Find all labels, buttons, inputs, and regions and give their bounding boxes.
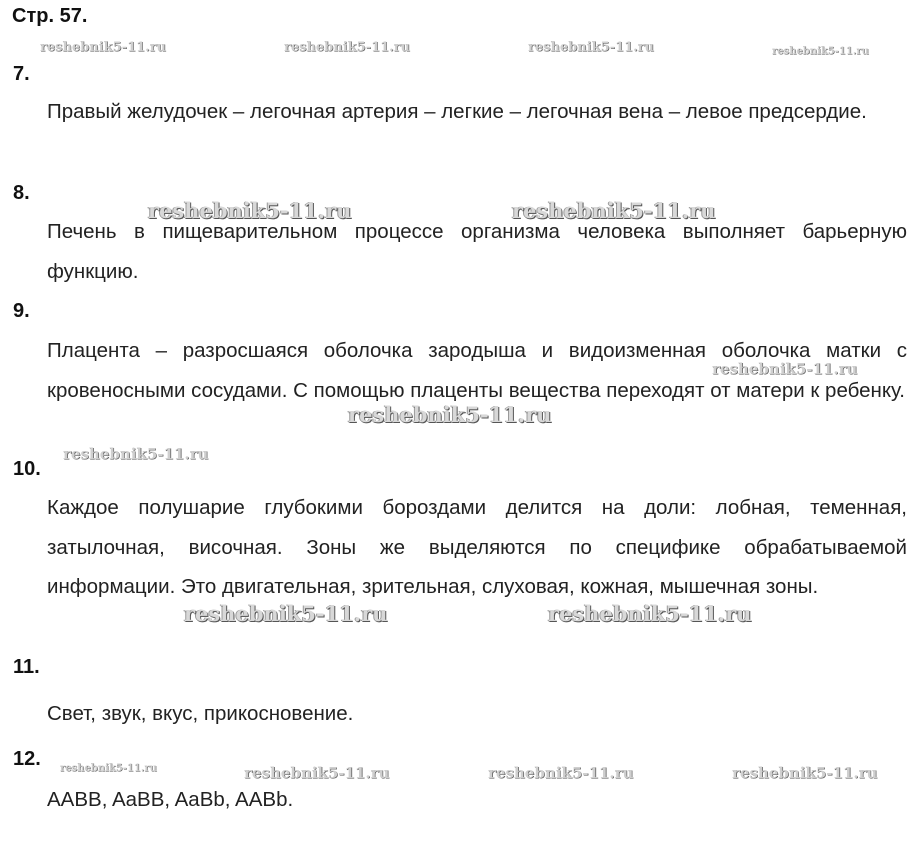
watermark: reshebnik5-11.ru bbox=[548, 601, 752, 626]
watermark: reshebnik5-11.ru bbox=[348, 402, 552, 427]
watermark: reshebnik5-11.ru bbox=[528, 40, 655, 55]
question-number: 9. bbox=[13, 300, 30, 322]
watermark: reshebnik5-11.ru bbox=[712, 360, 858, 378]
question-number: 10. bbox=[13, 458, 41, 480]
page-header: Стр. 57. bbox=[12, 5, 88, 27]
answer-text: Свет, звук, вкус, прикосновение. bbox=[47, 702, 354, 725]
question-number: 8. bbox=[13, 182, 30, 204]
question-number: 11. bbox=[13, 656, 40, 678]
watermark: reshebnik5-11.ru bbox=[284, 40, 411, 55]
watermark: reshebnik5-11.ru bbox=[732, 764, 878, 782]
watermark: reshebnik5-11.ru bbox=[512, 198, 716, 223]
watermark: reshebnik5-11.ru bbox=[40, 40, 167, 55]
question-number: 12. bbox=[13, 748, 41, 770]
answer-text: Печень в пищеварительном процессе организма человека выполняет барьерную функцию. bbox=[47, 220, 907, 283]
answer-text: AABB, AaBB, AaBb, AABb. bbox=[47, 788, 294, 811]
watermark: reshebnik5-11.ru bbox=[244, 764, 390, 782]
watermark: reshebnik5-11.ru bbox=[772, 46, 869, 57]
question-number: 7. bbox=[13, 63, 30, 85]
answer-text: Каждое полушарие глубокими бороздами делится на доли: лобная, теменная, затылочная, височная. Зоны же выделяются по специфике обрабатываемой информации. Это двигательная, зрительная, слуховая, кожная, мышечная зоны. bbox=[47, 496, 907, 598]
watermark: reshebnik5-11.ru bbox=[63, 445, 209, 463]
answer-text: Правый желудочек – легочная артерия – легкие – легочная вена – левое предсердие. bbox=[47, 100, 867, 123]
watermark: reshebnik5-11.ru bbox=[488, 764, 634, 782]
watermark: reshebnik5-11.ru bbox=[60, 763, 157, 774]
watermark: reshebnik5-11.ru bbox=[148, 198, 352, 223]
answer-text: Плацента – разросшаяся оболочка зародыша и видоизменная оболочка матки с кровеносными сосудами. С помощью плаценты вещества переходят от матери к ребенку. bbox=[47, 339, 907, 402]
watermark: reshebnik5-11.ru bbox=[184, 601, 388, 626]
